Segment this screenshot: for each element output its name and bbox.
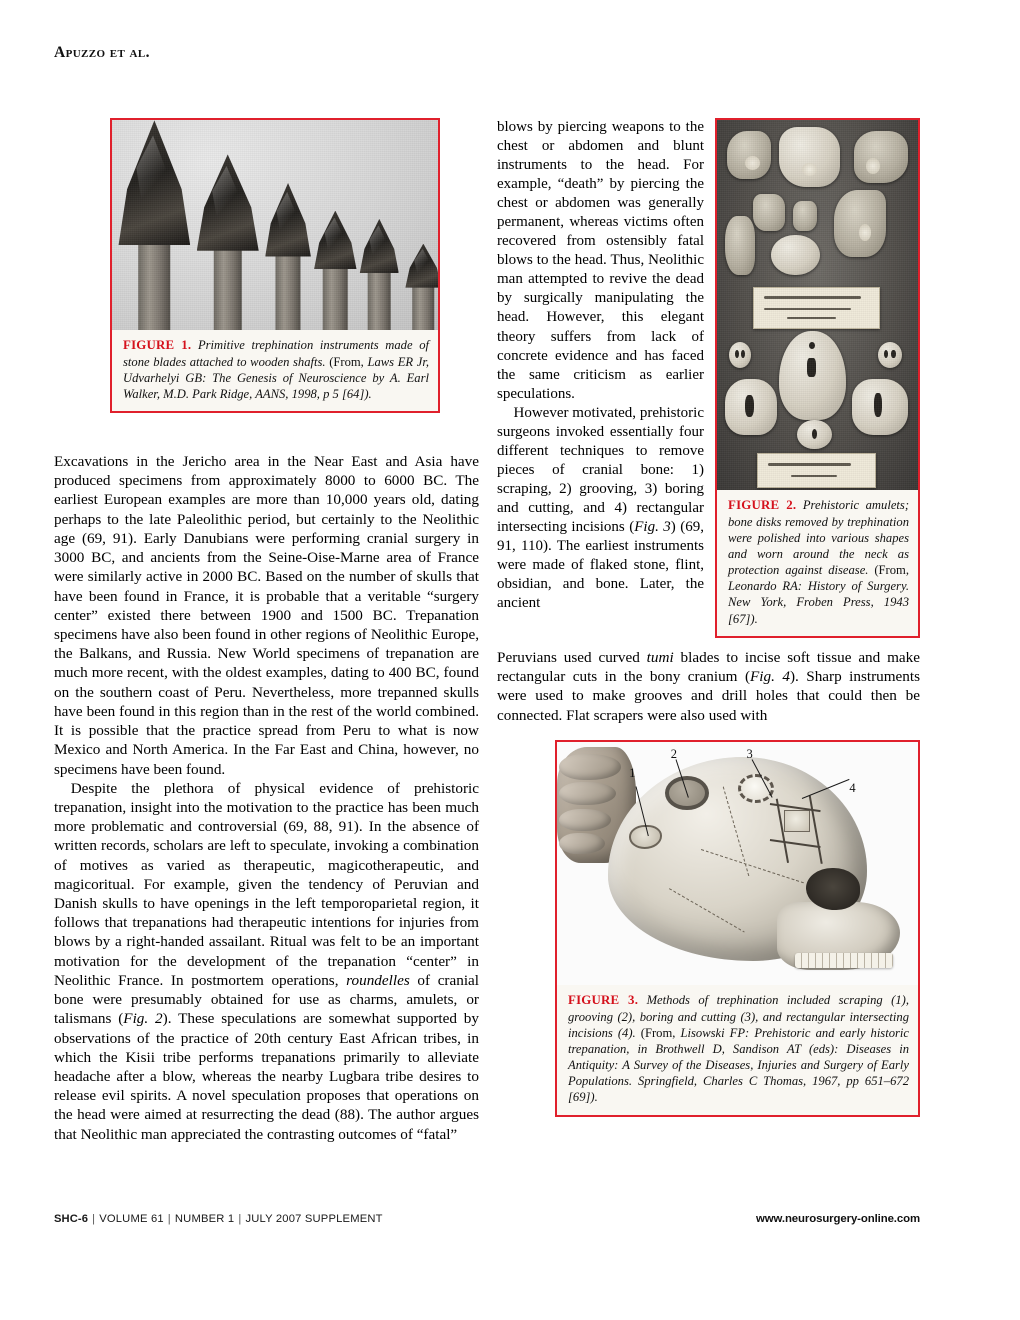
photo-grain — [112, 120, 438, 330]
figure-1-source-body: Laws ER Jr, Udvarhelyi GB: The Genesis of Neuroscience by A. Earl Walker, M.D. Park Ridge, AANS, 1998, p 5 [64]). — [123, 354, 429, 401]
right-wide-column — [497, 648, 920, 725]
figure-1-source-from: (From, — [329, 354, 364, 369]
footer-separator: | — [167, 1213, 171, 1225]
right-narrow-column — [497, 118, 704, 613]
figure-2-label: FIGURE 2. — [728, 498, 797, 512]
figure-1-caption-title: Primitive trephination instruments made of stone blades attached to wooden shafts. — [123, 338, 429, 369]
annotation-4: 4 — [849, 780, 856, 795]
footer-separator: | — [92, 1213, 96, 1225]
figure-2-photo — [717, 120, 918, 490]
figure-3-source-from: (From, — [640, 1025, 676, 1040]
trephination-site-4-rectangular — [784, 810, 809, 832]
footer-volume: VOLUME 61 — [99, 1213, 164, 1225]
figure-2-source-body: Leonardo RA: History of Surgery. New York, Froben Press, 1943 [67]). — [728, 579, 909, 626]
paragraph: Despite the plethora of physical evidence of prehistoric trepanation, insight into the motivation to the practice has been much more problematic and controversial (69, 88, 91). In the absence of written records, scholars are left to speculate, invoking a combination of motives as varied as therapeutic, magicotherapeutic, and magicoritual. For example, given the tendency of Peruvian and Danish skulls to have openings in the left temporoparietal region, it follows that trepanations had therapeutic intentions for injuries from blows by a right-handed assailant. Ritual was felt to be an important motivation for the development of the trepanation “center” in Neolithic France. In postmortem operations, roundelles of cranial bone were presumably obtained for use as charms, amulets, or talismans (Fig. 2). These speculations are somewhat supported by observations of the practice of 20th century East African tribes, in which the Kisii tribe performs trepanations primarily to alleviate headache after a blow, whereas the nearby Lugbara tribe desires to release evil spirits. A novel speculation proposes that operations on the head were aimed at resurrecting the dead (88). The author argues that Neolithic man appreciated the contrasting outcomes of “fatal” — [54, 779, 480, 1143]
footer-issue: JULY 2007 SUPPLEMENT — [245, 1213, 383, 1225]
footer-separator: | — [238, 1213, 242, 1225]
figure-3-caption-title: Methods of trephination included scraping (1), grooving (2), boring and cutting (3), and rectangular intersecting incisions (4). — [568, 993, 909, 1040]
footer-website: www.neurosurgery-online.com — [756, 1213, 920, 1225]
annotation-1: 1 — [629, 766, 636, 781]
paragraph: Peruvians used curved tumi blades to incise soft tissue and make rectangular cuts in the bony cranium (Fig. 4). Sharp instruments were used to make grooves and drill holes that could then be connected. Flat scrapers were also used with — [497, 649, 921, 724]
figure-2-caption — [717, 490, 918, 636]
annotation-3: 3 — [746, 746, 753, 761]
figure-3-caption — [557, 985, 918, 1115]
left-column — [54, 452, 479, 1144]
figure-2-source-from: (From, — [874, 563, 909, 578]
stone-blades-illustration — [112, 120, 438, 330]
skull-illustration — [557, 742, 918, 985]
figure-1-caption — [112, 330, 438, 411]
figure-3 — [555, 740, 920, 1117]
footer-citation — [54, 1213, 383, 1225]
orbit — [806, 868, 860, 909]
running-head: Apuzzo et al. — [54, 44, 150, 61]
figure-3-label: FIGURE 3. — [568, 993, 639, 1007]
paragraph: Excavations in the Jericho area in the Near East and Asia have produced specimens from approximately 8000 to 6000 BC. The earliest European examples are more than 10,000 years old, dating perhaps to the late Paleolithic period, but certainly to the Neolithic age (69, 91). Early Danubians were performing cranial surgery in 3000 BC, and ancients from the Seine-Oise-Marne area of France were similarly active in 2000 BC. Based on the number of skulls that have been found in France, it is probable that a veritable “surgery center” existed there between 1900 and 1500 BC. Trepanation specimens have also been found in other regions of Neolithic Europe, the Balkans, and Russia. New World specimens of trepanation are much more recent, with the oldest examples, dating to 400 BC, found on the southern coast of Peru. Nevertheless, more trepanned skulls have been found in this region than in the rest of the world combined. It is possible that the practice spread from Peru to what is now Mexico and North America. In the Far East and China, however, no specimens have been found. — [54, 453, 479, 778]
figure-1-label: FIGURE 1. — [123, 338, 192, 352]
figure-1 — [110, 118, 440, 413]
paragraph: blows by piercing weapons to the chest or abdomen and blunt instruments to the head. For example, “death” by piercing the chest or abdomen was generally permanent, whereas victims often recovered from ostensibly fatal blows to the head. Thus, Neolithic man attempted to revive the dead by surgically manipulating the head. However, this elegant theory suffers from lack of concrete evidence and has faced the same criticism as earlier speculations. — [497, 119, 704, 402]
figure-1-photo — [112, 120, 438, 330]
footer-page-number: SHC-6 — [54, 1213, 89, 1225]
figure-2-caption-title: Prehistoric amulets; bone disks removed by trephination were polished into various shapes and worn around the neck as protection against disease. — [728, 498, 910, 578]
teeth — [795, 953, 892, 968]
page-footer — [54, 1213, 920, 1225]
figure-3-source-body: Lisowski FP: Prehistoric and early historic trepanation, in Brothwell D, Sandison AT (eds): Diseases in Antiquity: A Survey of the Diseases, Injuries and Surgery of Early Populations. Springfield, Charles C Thomas, 1967, pp 651–672 [69]). — [568, 1025, 909, 1105]
amulet-tray-illustration — [717, 120, 918, 490]
paragraph: However motivated, prehistoric surgeons invoked essentially four different techniques to remove pieces of cranial bone: 1) scraping, 2) grooving, 3) boring and cutting, and 4) rectangular intersecting incisions (Fig. 3) (69, 91, 110). The earliest instruments were made of flaked stone, flint, obsidian, and bone. Later, the ancient — [497, 404, 704, 612]
figure-3-photo — [557, 742, 918, 985]
photo-grain — [717, 120, 918, 490]
figure-2 — [715, 118, 920, 638]
annotation-2: 2 — [670, 746, 677, 761]
footer-number: NUMBER 1 — [174, 1213, 235, 1225]
